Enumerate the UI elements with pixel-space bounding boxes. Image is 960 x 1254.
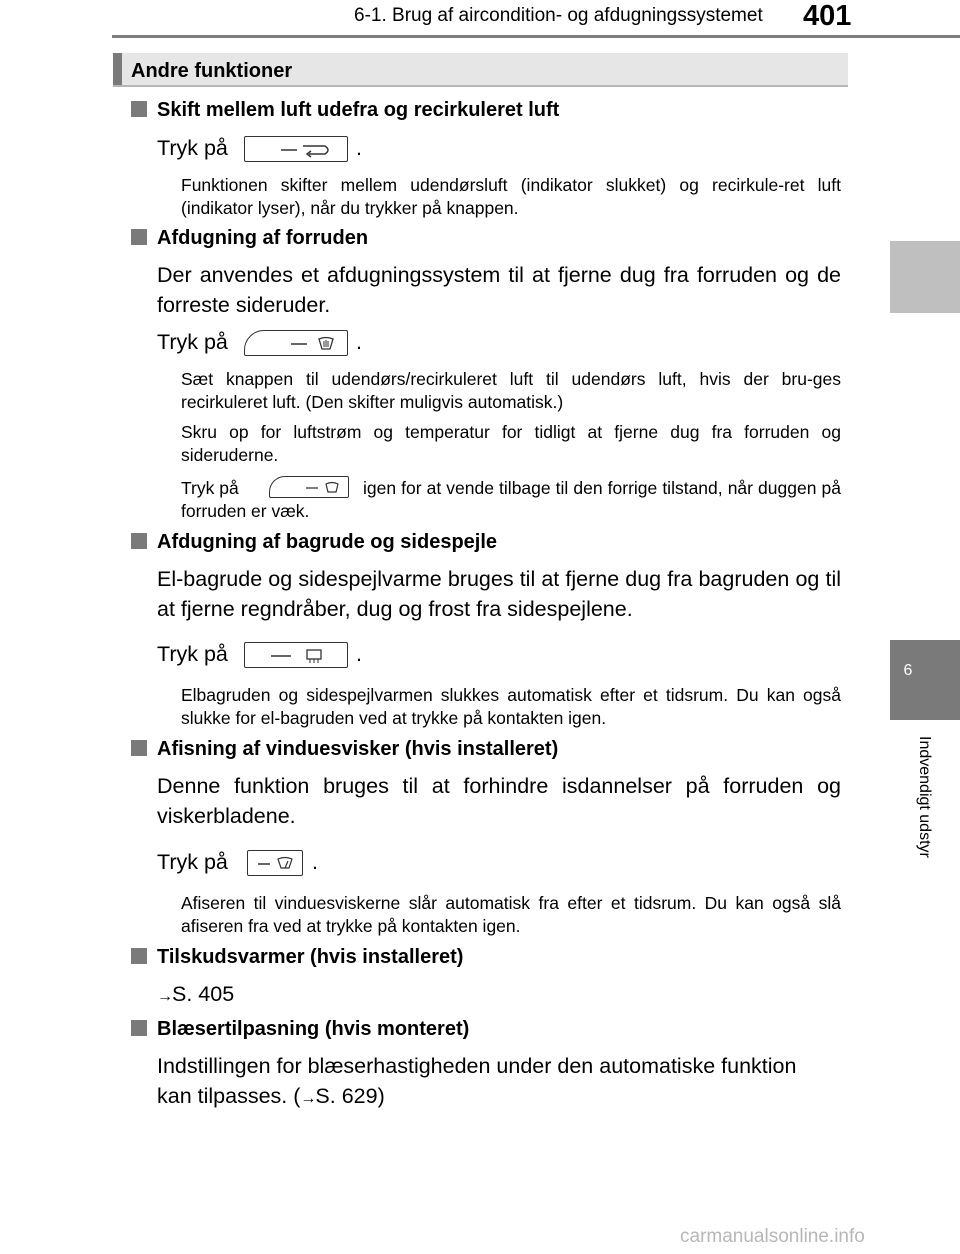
note-windshield-3: igen for at vende tilbage til den forrige tilstand, når duggen på forruden er væk.	[181, 478, 841, 521]
rear-defogger-icon	[245, 643, 349, 669]
note-rear: Elbagruden og sidespejlvarmen slukkes automatisk efter et tidsrum. Du kan også slukke for el-bagruden ved at trykke på kontakten igen.	[181, 685, 841, 728]
body-rear: El-bagrude og sidespejlvarme bruges til at fjerne dug fra bagruden og til at fjerne regndråber, dug og frost fra sidespejlene.	[157, 567, 841, 621]
recirculation-button[interactable]	[244, 136, 348, 162]
arrow-right-icon: →	[300, 1090, 316, 1107]
note-recirc: Funktionen skifter mellem udendørsluft (indikator slukket) og recirkule-ret luft (indikator lyser), når du trykker på knappen.	[181, 175, 841, 218]
heading-wiper: Afisning af vinduesvisker (hvis installeret)	[131, 738, 558, 761]
chapter-title: 6-1. Brug af aircondition- og afdugningssystemet	[354, 5, 763, 26]
note-windshield-3-start: Tryk på	[181, 478, 239, 498]
watermark: carmanualsonline.info	[680, 1226, 865, 1247]
bullet-square-icon	[131, 101, 147, 117]
front-defogger-button[interactable]	[244, 330, 348, 356]
recirculation-icon	[245, 137, 349, 163]
bullet-square-icon	[131, 533, 147, 549]
page-number: 401	[803, 0, 852, 32]
header-rule	[112, 35, 960, 38]
bullet-square-icon	[131, 948, 147, 964]
press-line-recirc: Tryk på	[157, 136, 228, 160]
note-wiper: Afiseren til vinduesviskerne slår automatisk fra efter et tidsrum. Du kan også slå afiseren fra ved at trykke på kontakten igen.	[181, 893, 841, 936]
heading-rear: Afdugning af bagrude og sidespejle	[131, 531, 497, 554]
side-tab-label: Indvendigt udstyr	[916, 736, 933, 858]
ref-heater[interactable]: →S. 405	[157, 982, 235, 1006]
note-windshield-1: Sæt knappen til udendørs/recirkuleret luft til udendørs luft, hvis der bru-ges recirkuleret luft. (Den skifter muligvis automatisk.)	[181, 369, 841, 412]
wiper-deicer-button[interactable]	[247, 850, 303, 876]
press-line-windshield: Tryk på	[157, 330, 228, 354]
side-tab-number: 6	[903, 662, 913, 679]
heading-heater: Tilskudsvarmer (hvis installeret)	[131, 946, 463, 969]
body-wiper: Denne funktion bruges til at forhindre isdannelser på forruden og viskerbladene.	[157, 774, 841, 828]
heading-recirc: Skift mellem luft udefra og recirkuleret luft	[131, 99, 559, 122]
press-line-windshield-end: .	[356, 330, 362, 354]
bullet-square-icon	[131, 229, 147, 245]
wiper-deicer-icon	[248, 851, 304, 877]
ref-blower[interactable]: S. 629)	[315, 1084, 385, 1108]
rear-defogger-button[interactable]	[244, 642, 348, 668]
body-windshield: Der anvendes et afdugningssystem til at fjerne dug fra forruden og de forreste sideruder.	[157, 263, 841, 317]
side-tab-upper	[890, 241, 960, 313]
body-blower-2: kan tilpasses. (→S. 629)	[157, 1084, 385, 1108]
arrow-right-icon: →	[157, 988, 172, 1005]
press-line-wiper-end: .	[312, 850, 318, 874]
press-line-rear: Tryk på	[157, 642, 228, 666]
press-line-wiper: Tryk på	[157, 850, 228, 874]
body-blower-1: Indstillingen for blæserhastigheden under den automatiske funktion	[157, 1054, 797, 1078]
front-defogger-icon	[245, 331, 349, 357]
heading-blower: Blæsertilpasning (hvis monteret)	[131, 1018, 469, 1041]
heading-windshield: Afdugning af forruden	[131, 227, 368, 250]
side-tab-chapter	[890, 640, 960, 720]
press-line-recirc-end: .	[356, 136, 362, 160]
press-line-rear-end: .	[356, 642, 362, 666]
section-title: Andre funktioner	[131, 60, 293, 82]
bullet-square-icon	[131, 1020, 147, 1036]
note-windshield-2: Skru op for luftstrøm og temperatur for tidligt at fjerne dug fra forruden og sideruderne.	[181, 422, 841, 465]
bullet-square-icon	[131, 740, 147, 756]
